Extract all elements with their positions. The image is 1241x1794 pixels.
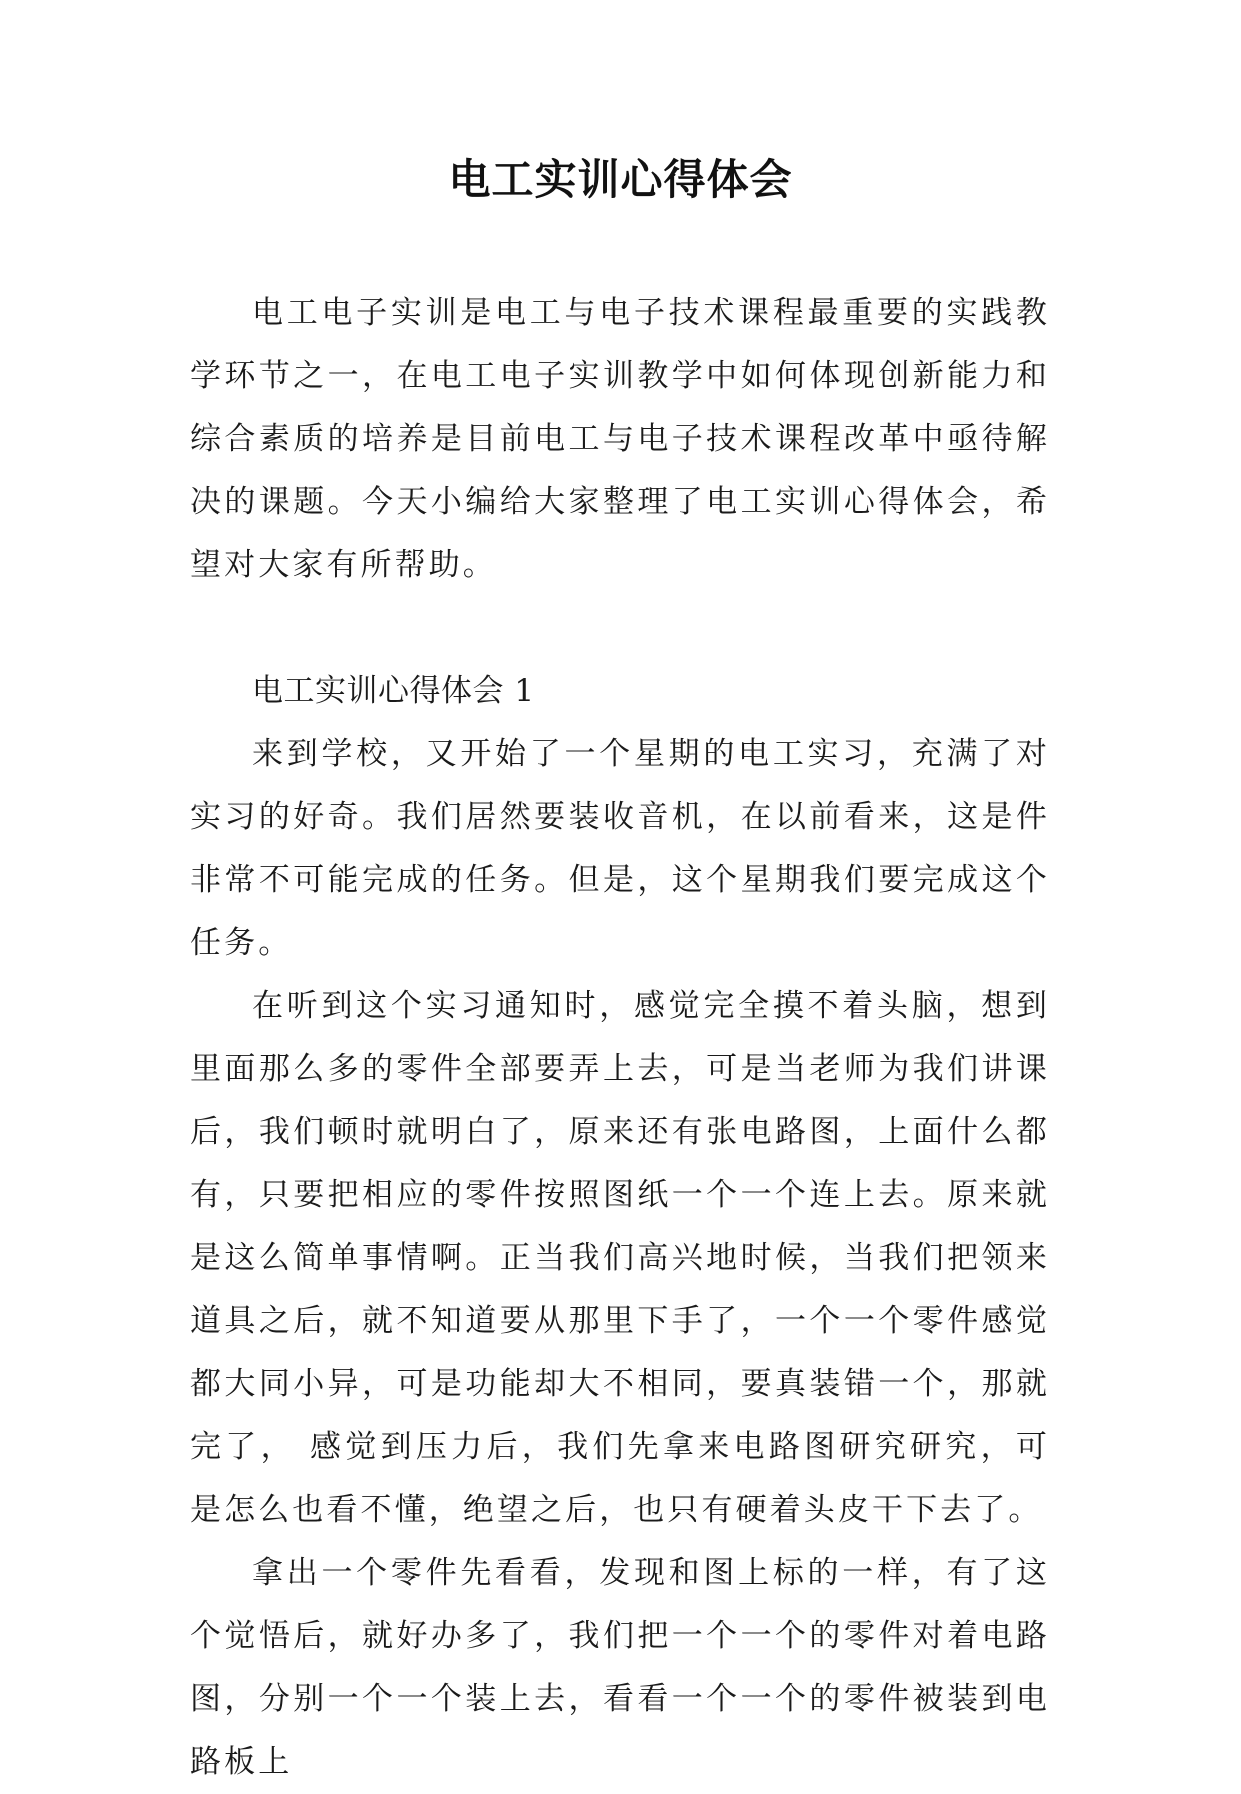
document-body [190, 282, 1050, 1794]
body-paragraph: 来到学校，又开始了一个星期的电工实习，充满了对实习的好奇。我们居然要装收音机，在以前看来，这是件非常不可能完成的任务。但是，这个星期我们要完成这个任务。 [190, 736, 1050, 961]
document-title: 电工实训心得体会 [448, 155, 793, 204]
body-paragraph: 拿出一个零件先看看，发现和图上标的一样，有了这个觉悟后，就好办多了，我们把一个一个的零件对着电路图，分别一个一个装上去，看看一个一个的零件被装到电路板上 [190, 1555, 1050, 1780]
body-paragraph: 在听到这个实习通知时，感觉完全摸不着头脑，想到里面那么多的零件全部要弄上去，可是当老师为我们讲课后，我们顿时就明白了，原来还有张电路图，上面什么都有，只要把相应的零件按照图纸一个一个连上去。原来就是这么简单事情啊。正当我们高兴地时候，当我们把领来道具之后，就不知道要从那里下手了，一个一个零件感觉都大同小异，可是功能却大不相同，要真装错一个，那就完了， 感觉到压力后，我们先拿来电路图研究研究，可是怎么也看不懂，绝望之后，也只有硬着头皮干下去了。 [190, 988, 1050, 1528]
intro-paragraph: 电工电子实训是电工与电子技术课程最重要的实践教学环节之一，在电工电子实训教学中如何体现创新能力和综合素质的培养是目前电工与电子技术课程改革中亟待解决的课题。今天小编给大家整理了电工实训心得体会，希望对大家有所帮助。 [190, 295, 1050, 583]
section-heading: 电工实训心得体会 1 [252, 673, 535, 709]
